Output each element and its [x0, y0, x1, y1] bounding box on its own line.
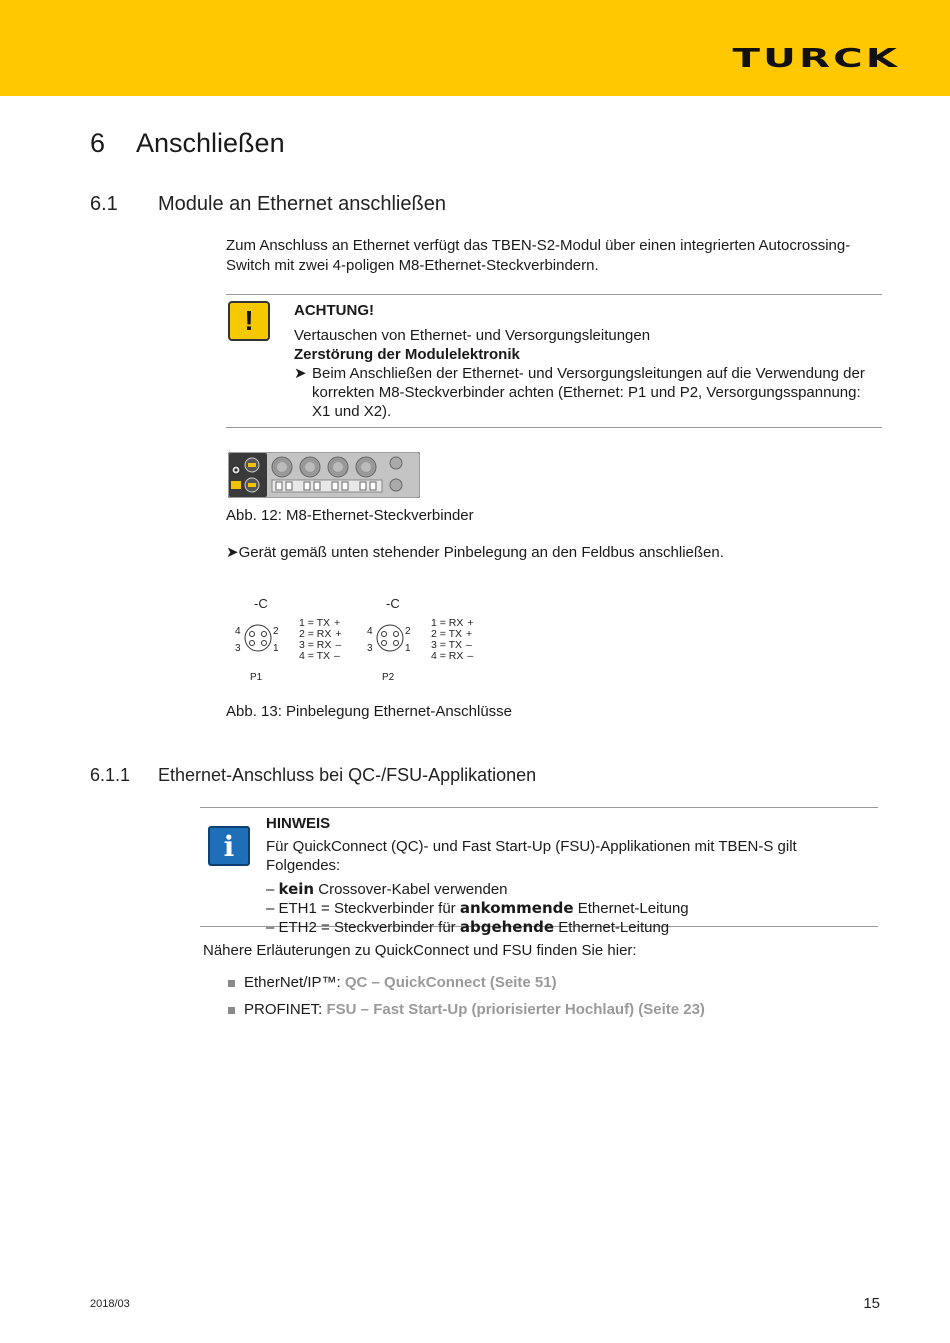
- p2-pin-4-number: 4: [367, 626, 373, 637]
- hint-item-2: [266, 899, 874, 918]
- more-info-text: Nähere Erläuterungen zu QuickConnect und FSU finden Sie hier:: [203, 942, 637, 959]
- p2-pin-2-number: 2: [405, 626, 411, 637]
- p1-pin-1-sign: +: [334, 617, 341, 629]
- subsection-number: 6.1.1: [90, 765, 131, 785]
- p1-connector-symbol: -C: [254, 596, 268, 611]
- arrow-icon: ➤: [294, 365, 307, 382]
- p1-connector-icon: [243, 623, 273, 653]
- section-title: Module an Ethernet anschließen: [158, 193, 446, 215]
- hint-item-3-rest: Ethernet-Leitung: [554, 919, 670, 936]
- p2-pin-3-number: 3: [367, 643, 373, 654]
- p2-connector-icon: [375, 623, 405, 653]
- list-item: [226, 969, 705, 996]
- p2-pin-1: 1 = RX: [431, 617, 464, 629]
- p2-pin-4-sign: –: [467, 650, 474, 662]
- warning-action-text: Beim Anschließen der Ethernet- und Versorgungsleitungen auf die Verwendung der korrekten M8-Steckverbinder achten (Ethernet: P1 und P2, Versorgungsspannung: X1 und X2).: [312, 365, 865, 420]
- p1-pin-3: 3 = RX: [299, 639, 332, 651]
- info-icon: i: [208, 826, 250, 866]
- pin-assignment-figure: [226, 592, 546, 688]
- warning-cause: Vertauschen von Ethernet- und Versorgungsleitungen: [294, 327, 651, 344]
- p1-label: P1: [250, 672, 263, 683]
- warning-action: [294, 364, 880, 421]
- warning-box: [226, 294, 882, 428]
- p2-pin-1-number: 1: [405, 643, 411, 654]
- turck-logo: TURCK: [732, 44, 900, 74]
- hint-item-1-rest: Crossover-Kabel verwenden: [314, 881, 508, 898]
- p2-pin-1-sign: +: [467, 617, 474, 629]
- fsu-link[interactable]: FSU – Fast Start-Up (priorisierter Hochlauf) (Seite 23): [326, 1001, 705, 1018]
- device-image: [228, 452, 420, 498]
- chapter-number: 6: [90, 128, 106, 158]
- footer-date: 2018/03: [90, 1298, 130, 1310]
- hint-item-2-bold: ankommende: [459, 899, 574, 917]
- instruction-step: ➤Gerät gemäß unten stehender Pinbelegung an den Feldbus anschließen.: [226, 544, 724, 561]
- subsection-heading: [90, 765, 536, 786]
- figure-13-caption: Abb. 13: Pinbelegung Ethernet-Anschlüsse: [226, 703, 513, 720]
- hint-item-2-prefix: – ETH1 = Steckverbinder für: [266, 900, 460, 917]
- figure-12-caption: Abb. 12: M8-Ethernet-Steckverbinder: [226, 507, 474, 524]
- hint-item-2-rest: Ethernet-Leitung: [573, 900, 689, 917]
- page-number: 15: [863, 1295, 880, 1312]
- p2-pin-3-sign: –: [466, 639, 472, 651]
- chapter-heading: [90, 128, 285, 159]
- chapter-title: Anschließen: [136, 128, 285, 158]
- p1-pin-1-number: 1: [273, 643, 279, 654]
- bullet-square-icon: [228, 1007, 235, 1014]
- hint-item-1-prefix: –: [266, 881, 279, 898]
- section-heading: [90, 193, 446, 216]
- p1-pin-2: 2 = RX: [299, 628, 332, 640]
- warning-title: ACHTUNG!: [294, 302, 374, 319]
- hint-item-3-bold: abgehende: [459, 918, 555, 936]
- p2-pin-2-sign: +: [466, 628, 473, 640]
- list-item-prefix: PROFINET:: [244, 1001, 327, 1018]
- p2-connector-symbol: -C: [386, 596, 400, 611]
- warning-consequence: Zerstörung der Modulelektronik: [294, 346, 520, 363]
- p2-pin-3: 3 = TX: [431, 639, 463, 651]
- hint-item-1-bold: kein: [278, 880, 315, 898]
- p1-pin-4: 4 = TX: [299, 650, 331, 662]
- p1-pin-4-sign: –: [334, 650, 340, 662]
- p1-pin-1: 1 = TX: [299, 617, 331, 629]
- p1-pin-4-number: 4: [235, 626, 241, 637]
- qc-link[interactable]: QC – QuickConnect (Seite 51): [344, 974, 557, 991]
- hint-box: [200, 807, 878, 936]
- hint-intro: Für QuickConnect (QC)- und Fast Start-Up (FSU)-Applikationen mit TBEN-S gilt Folgendes:: [266, 838, 797, 874]
- list-item-prefix: EtherNet/IP™:: [244, 974, 345, 991]
- p2-pin-table: [431, 618, 477, 662]
- p1-pin-3-number: 3: [235, 643, 241, 654]
- hint-item-3: [266, 918, 874, 937]
- hint-item-3-prefix: – ETH2 = Steckverbinder für: [266, 919, 460, 936]
- hint-title: HINWEIS: [266, 815, 331, 832]
- p1-pin-table: [299, 618, 345, 662]
- subsection-title: Ethernet-Anschluss bei QC-/FSU-Applikationen: [158, 765, 537, 785]
- p1-pin-2-sign: +: [335, 628, 342, 640]
- bullet-square-icon: [228, 980, 235, 987]
- reference-list: [226, 969, 705, 1023]
- hint-item-1: [266, 880, 874, 899]
- section-number: 6.1: [90, 193, 118, 215]
- warning-icon: !: [228, 301, 270, 341]
- p1-pin-3-sign: –: [335, 639, 342, 651]
- p1-pin-2-number: 2: [273, 626, 279, 637]
- intro-paragraph: Zum Anschluss an Ethernet verfügt das TBEN-S2-Modul über einen integrierten Autocrossing-Switch mit zwei 4-poligen M8-Ethernet-Steckverbindern.: [226, 237, 851, 274]
- p2-pin-2: 2 = TX: [431, 628, 463, 640]
- p2-pin-4: 4 = RX: [431, 650, 464, 662]
- list-item: [226, 996, 705, 1023]
- p2-label: P2: [382, 672, 395, 683]
